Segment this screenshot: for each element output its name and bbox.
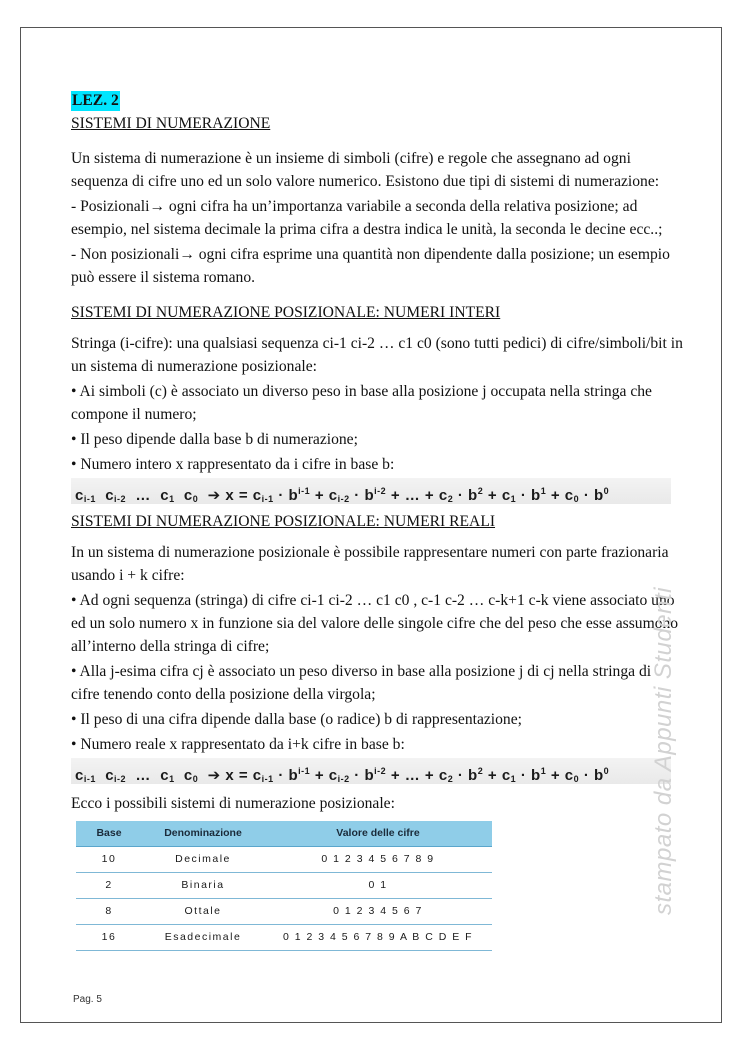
paragraph: - Posizionali→ ogni cifra ha un’importanza variabile a seconda della relativa posizione; ad esempio, nel sistema decimale la prima cifra a destra indica le unità, la seconda le decine ecc..; (71, 198, 663, 238)
list-item: • Ad ogni sequenza (stringa) di cifre ci-1 ci-2 … c1 c0 , c-1 c-2 … c-k+1 c-k viene associato uno ed un solo numero x in funzione sia del valore delle singole cifre che del peso che esse assumono all’interno della stringa di cifre; (71, 592, 679, 655)
table-header: Valore delle cifre (264, 821, 492, 847)
table-cell: Decimale (142, 847, 264, 873)
table-cell: 2 (76, 873, 142, 899)
paragraph: - Non posizionali→ ogni cifra esprime una quantità non dipendente dalla posizione; un esempio può essere il sistema romano. (71, 246, 670, 286)
table-cell: 0 1 2 3 4 5 6 7 8 9 (264, 847, 492, 873)
list-item: • Numero reale x rappresentato da i+k cifre in base b: (71, 736, 405, 753)
paragraph: Ecco i possibili sistemi di numerazione posizionale: (71, 795, 395, 812)
formula-integer-image: $c_{i-1}$ $c_{i-2}$ … $c_1$ $c_0$ ➔ $x = c_{i-1} \cdot b^{i-1} + c_{i-2} \cdot b^{i-2}$ + … + $c_2 \cdot b^2 + c_1 \cdot b^1 + c_0 \cdot b^0$ (71, 478, 671, 504)
table-header: Base (76, 821, 142, 847)
list-item: • Il peso di una cifra dipende dalla base (o radice) b di rappresentazione; (71, 711, 522, 728)
table-row (76, 925, 492, 951)
watermark: stampato da Appunti Studenti (650, 587, 677, 915)
table-row (76, 847, 492, 873)
lesson-label: LEZ. 2 (72, 92, 119, 109)
list-item: • Ai simboli (c) è associato un diverso peso in base alla posizione j occupata nella stringa che compone il numero; (71, 383, 652, 423)
list-item: • Il peso dipende dalla base b di numerazione; (71, 431, 358, 448)
table-cell: 0 1 2 3 4 5 6 7 8 9 A B C D E F (264, 925, 492, 951)
list-item: • Alla j-esima cifra cj è associato un peso diverso in base alla posizione j di cj nella stringa di cifre tenendo conto della posizione della virgola; (71, 663, 652, 703)
table-cell: 0 1 (264, 873, 492, 899)
numeral-systems-table (76, 821, 492, 951)
formula-real-image: $c_{i-1}$ $c_{i-2}$ … $c_1$ $c_0$ ➔ $x = c_{i-1} \cdot b^{i-1} + c_{i-2} \cdot b^{i-2}$ + … + $c_2 \cdot b^2 + c_1 \cdot b^1 + c_0 \cdot b^0$ (71, 758, 671, 784)
table-cell: 10 (76, 847, 142, 873)
table-row (76, 873, 492, 899)
section-title-reali: SISTEMI DI NUMERAZIONE POSIZIONALE: NUMERI REALI (71, 513, 496, 530)
table-header: Denominazione (142, 821, 264, 847)
table-cell: Ottale (142, 899, 264, 925)
paragraph: In un sistema di numerazione posizionale è possibile rappresentare numeri con parte frazionaria usando i + k cifre: (71, 544, 669, 584)
table-cell: Esadecimale (142, 925, 264, 951)
list-item: • Numero intero x rappresentato da i cifre in base b: (71, 456, 395, 473)
page-number: Pag. 5 (73, 994, 102, 1005)
document-body (71, 89, 683, 951)
section-title-numerazione: SISTEMI DI NUMERAZIONE (71, 115, 271, 132)
paragraph: Un sistema di numerazione è un insieme di simboli (cifre) e regole che assegnano ad ogni sequenza di cifre uno ed un solo valore numerico. Esistono due tipi di sistemi di numerazione: (71, 150, 660, 190)
section-title-interi: SISTEMI DI NUMERAZIONE POSIZIONALE: NUMERI INTERI (71, 304, 501, 321)
table-cell: 16 (76, 925, 142, 951)
table-cell: Binaria (142, 873, 264, 899)
table-row (76, 899, 492, 925)
table-cell: 0 1 2 3 4 5 6 7 (264, 899, 492, 925)
paragraph: Stringa (i-cifre): una qualsiasi sequenza ci-1 ci-2 … c1 c0 (sono tutti pedici) di cifre/simboli/bit in un sistema di numerazione posizionale: (71, 335, 683, 375)
table-cell: 8 (76, 899, 142, 925)
